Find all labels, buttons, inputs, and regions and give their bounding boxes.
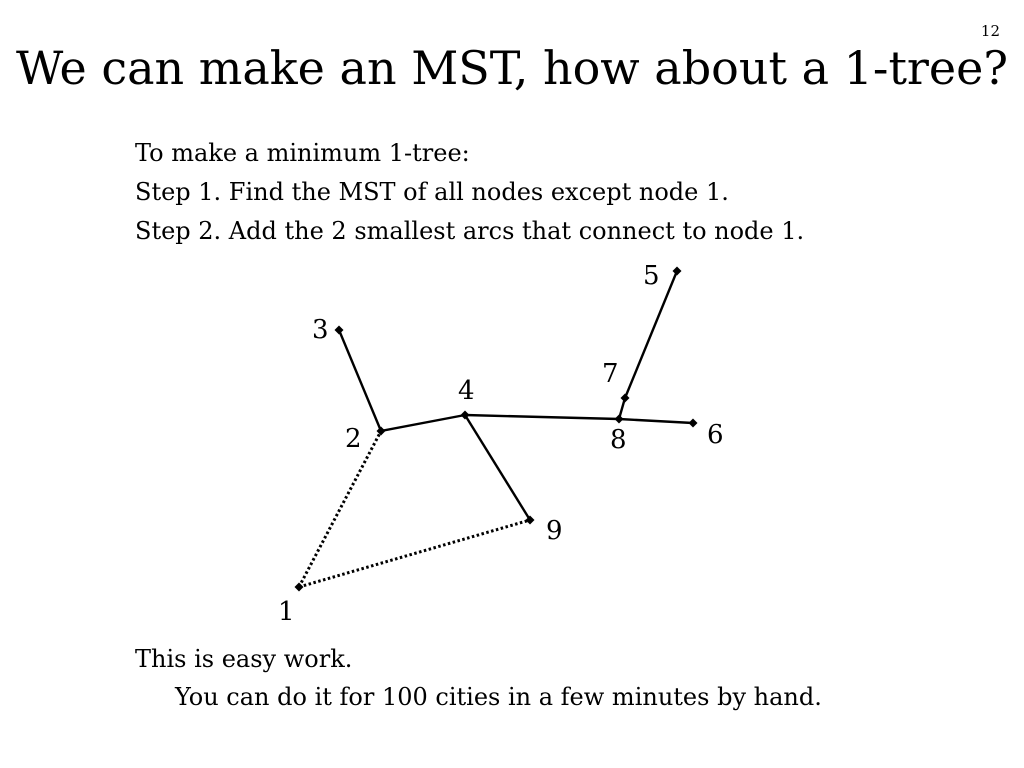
one-tree-edge-1-9 bbox=[299, 520, 530, 587]
intro-line-3: Step 2. Add the 2 smallest arcs that connect to node 1. bbox=[135, 217, 805, 245]
outro-text bbox=[135, 640, 822, 716]
node-6-marker bbox=[689, 419, 698, 428]
node-1-marker bbox=[295, 583, 304, 592]
mst-edge-8-6 bbox=[619, 419, 693, 423]
node-6-label: 6 bbox=[707, 420, 724, 450]
intro-line-1: To make a minimum 1-tree: bbox=[135, 139, 470, 167]
one-tree-edge-1-2 bbox=[299, 431, 381, 587]
node-5-marker bbox=[673, 267, 682, 276]
node-8-label: 8 bbox=[610, 425, 627, 455]
labels-group bbox=[278, 261, 724, 627]
intro-line-2: Step 1. Find the MST of all nodes except node 1. bbox=[135, 178, 729, 206]
slide-title: We can make an MST, how about a 1-tree? bbox=[15, 41, 1009, 95]
node-2-label: 2 bbox=[345, 424, 362, 454]
slide-number: 12 bbox=[980, 22, 1000, 40]
outro-line-1: This is easy work. bbox=[135, 645, 353, 673]
node-1-label: 1 bbox=[278, 597, 295, 627]
mst-edge-3-2 bbox=[339, 330, 381, 431]
node-3-label: 3 bbox=[312, 315, 329, 345]
node-7-marker bbox=[621, 394, 630, 403]
node-7-label: 7 bbox=[602, 359, 619, 389]
mst-edge-4-8 bbox=[465, 415, 619, 419]
outro-line-2: You can do it for 100 cities in a few minutes by hand. bbox=[175, 683, 822, 711]
node-8-marker bbox=[615, 415, 624, 424]
node-3-marker bbox=[335, 326, 344, 335]
node-4-label: 4 bbox=[458, 376, 475, 406]
node-5-label: 5 bbox=[643, 261, 660, 291]
mst-edge-2-4 bbox=[381, 415, 465, 431]
node-9-label: 9 bbox=[546, 516, 563, 546]
mst-edge-4-9 bbox=[465, 415, 530, 520]
